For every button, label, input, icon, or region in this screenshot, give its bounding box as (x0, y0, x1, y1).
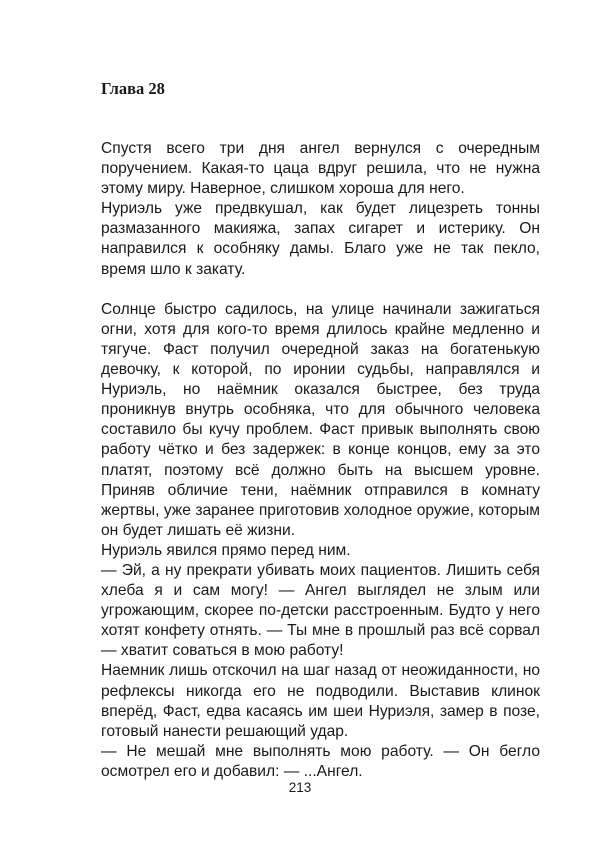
paragraph-2: Нуриэль уже предвкушал, как будет лицезреть тонны размазанного макияжа, запах сигарет и истерику. Он направился к особняку дамы. Благо уже не так пекло, время шло к закату. (101, 200, 540, 278)
section-gap (101, 280, 540, 300)
paragraph-3: Солнце быстро садилось, на улице начинали зажигаться огни, хотя для кого-то время длилось крайне медленно и тягуче. Фаст получил очередной заказ на богатенькую девочку, к которой, по иронии судьбы, направлялся и Нуриэль, но наёмник оказался быстрее, без труда проникнув внутрь особняка, что для обычного человека составило бы кучу проблем. Фаст привык выполнять свою работу чётко и без задержек: в конце концов, ему за это платят, поэтому всё должно быть на высшем уровне. Приняв обличие тени, наёмник отправился в комнату жертвы, уже заранее приготовив холодное оружие, которым он будет лишать её жизни. (101, 300, 540, 539)
paragraph-7: — Не мешай мне выполнять мою работу. — Он бегло осмотрел его и добавил: — ...Ангел. (101, 742, 540, 780)
paragraph-4: Нуриэль явился прямо перед ним. (101, 541, 351, 559)
chapter-title: Глава 28 (101, 79, 165, 98)
page-number: 213 (288, 780, 312, 795)
chapter-body (101, 139, 540, 782)
paragraph-6: Наемник лишь отскочил на шаг назад от неожиданности, но рефлексы никогда его не подводили. Выставив клинок вперёд, Фаст, едва касаясь им шеи Нуриэля, замер в позе, готовый нанести решающий удар. (101, 662, 540, 740)
paragraph-5: — Эй, а ну прекрати убивать моих пациентов. Лишить себя хлеба я и сам могу! — Ангел выглядел не злым или угрожающим, скорее по-детски расстроенным. Будто у него хотят конфету отнять. — Ты мне в прошлый раз всё сорвал — хватит соваться в мою работу! (101, 561, 540, 660)
paragraph-1: Спустя всего три дня ангел вернулся с очередным поручением. Какая-то цаца вдруг решила, что не нужна этому миру. Наверное, слишком хороша для него. (101, 140, 540, 198)
